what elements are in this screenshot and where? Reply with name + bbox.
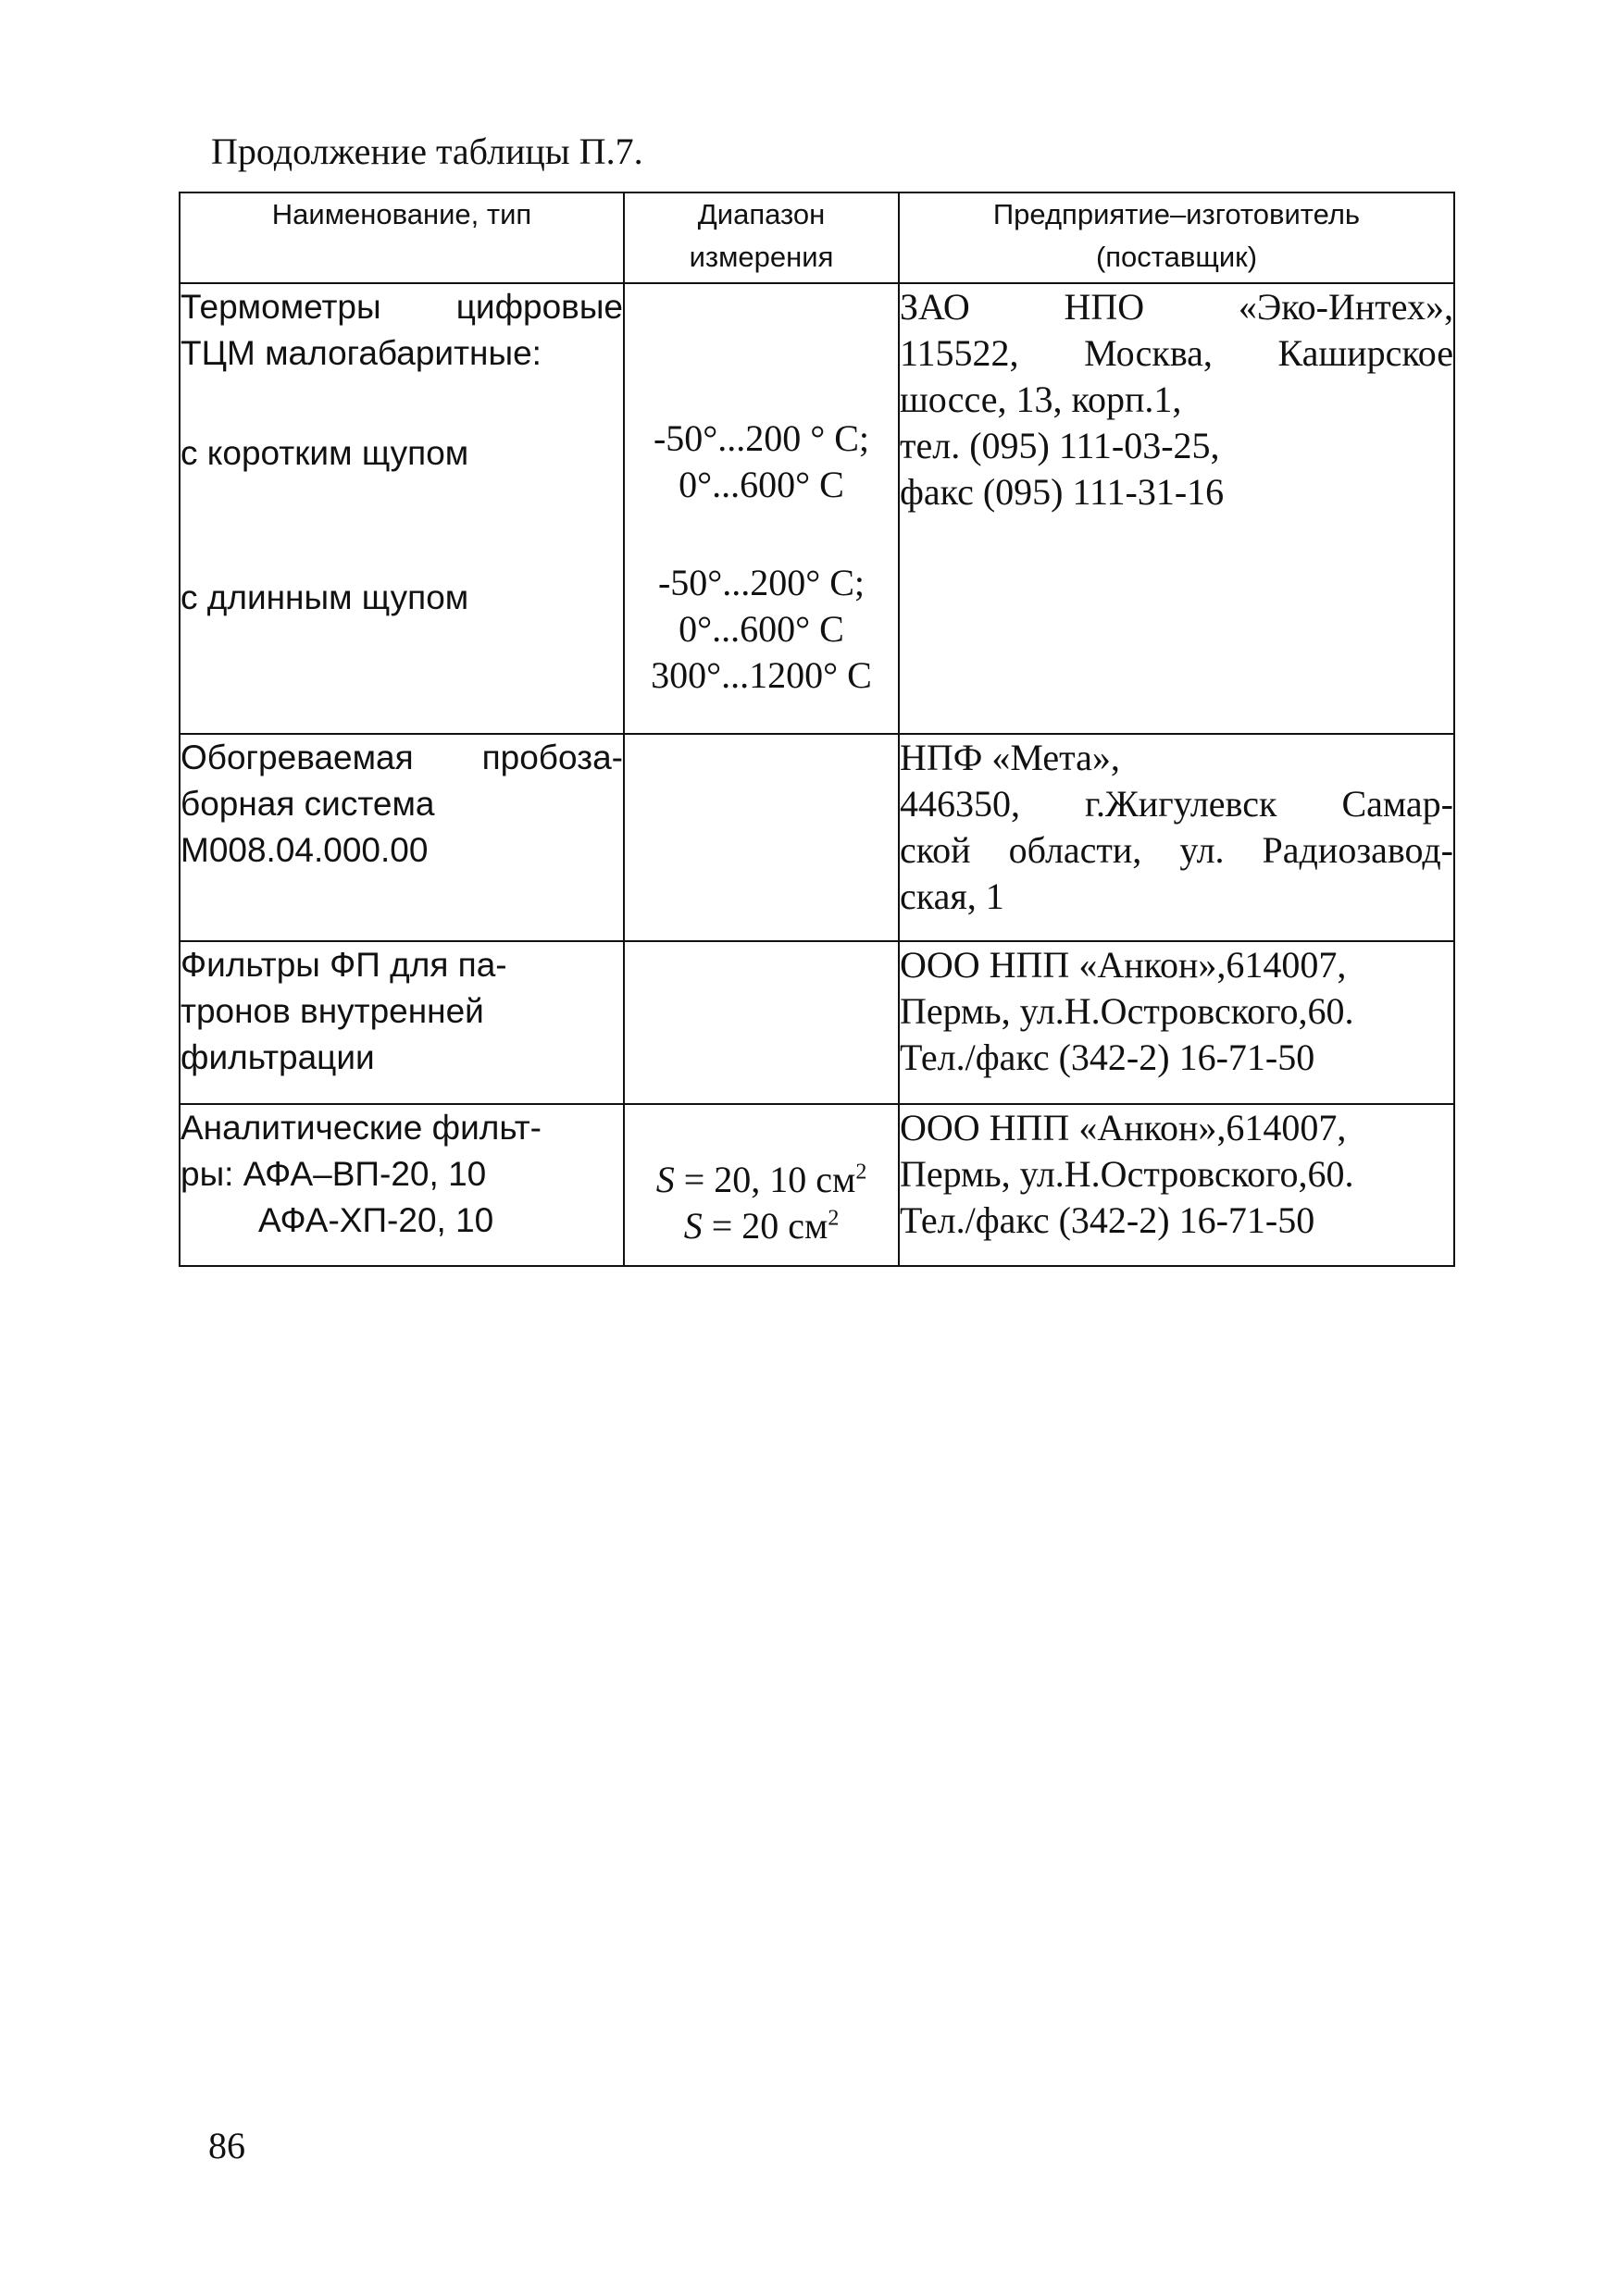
header-range-line: Диапазон <box>697 198 826 230</box>
manufacturer-line: ЗАО НПО «Эко-Интех», <box>900 286 1453 328</box>
table-row <box>180 941 1454 1104</box>
row-name-line: Аналитические фильт- <box>181 1109 542 1147</box>
header-name-line: Наименование, тип <box>271 198 532 230</box>
range-line: 0°...600° C <box>679 464 844 505</box>
manufacturer-line: Пермь, ул.Н.Островского,60. <box>900 990 1354 1032</box>
row-name-line: Термометры цифровые <box>181 288 623 326</box>
row-subitem-long-probe: с длинным щупом <box>181 578 469 616</box>
row-manufacturer-cell <box>899 734 1454 941</box>
manufacturer-line: ской области, ул. Радиозавод- <box>900 829 1453 871</box>
manufacturer-line: тел. (095) 111-03-25, <box>900 425 1220 466</box>
row-range-cell <box>624 941 899 1104</box>
row-name-line: М008.04.000.00 <box>181 831 429 869</box>
row-range-cell <box>624 1104 899 1266</box>
row-manufacturer-cell <box>899 1104 1454 1266</box>
row-name-line: фильтрации <box>181 1038 375 1076</box>
table-caption: Продолжение таблицы П.7. <box>211 130 643 172</box>
manufacturer-line: ООО НПП «Анкон»,614007, <box>900 944 1347 986</box>
area-range-line <box>625 1203 898 1249</box>
row-name-line: АФА-ХП-20, 10 <box>258 1201 494 1239</box>
row-name-cell <box>180 1104 624 1266</box>
row-manufacturer-cell <box>899 283 1454 734</box>
table-header-row <box>180 192 1454 283</box>
table-row <box>180 734 1454 941</box>
table-row <box>180 283 1454 734</box>
manufacturer-line: ООО НПП «Анкон»,614007, <box>900 1107 1347 1148</box>
page-number: 86 <box>208 2125 245 2166</box>
row-name-line: ры: АФА–ВП-20, 10 <box>181 1155 487 1193</box>
range-line: -50°...200° C; <box>657 562 866 603</box>
area-range-line <box>625 1157 898 1203</box>
area-variable: S <box>683 1205 703 1247</box>
area-exponent: 2 <box>855 1160 867 1185</box>
row-name-line: ТЦМ малогабаритные: <box>181 334 542 372</box>
manufacturer-line: ская, 1 <box>900 875 1004 917</box>
row-name-cell <box>180 941 624 1104</box>
area-variable: S <box>655 1159 675 1200</box>
row-name-line: Обогреваемая пробоза- <box>181 738 623 776</box>
row-subitem-short-probe: с коротким щупом <box>181 434 469 472</box>
header-manufacturer <box>899 192 1454 283</box>
manufacturer-line: факс (095) 111-31-16 <box>900 471 1225 513</box>
header-name <box>180 192 624 283</box>
row-range-cell <box>624 283 899 734</box>
row-manufacturer-cell <box>899 941 1454 1104</box>
manufacturer-line: Тел./факс (342-2) 16-71-50 <box>900 1036 1315 1078</box>
manufacturer-line: НПФ «Мета», <box>900 737 1120 778</box>
manufacturer-line: 446350, г.Жигулевск Самар- <box>900 783 1453 825</box>
range-line: 300°...1200° C <box>651 654 872 696</box>
row-name-line: тронов внутренней <box>181 992 484 1030</box>
manufacturer-line: Тел./факс (342-2) 16-71-50 <box>900 1199 1315 1241</box>
range-line: -50°...200 ° C; <box>653 417 870 459</box>
manufacturer-line: шоссе, 13, корп.1, <box>900 379 1182 420</box>
row-name-line: Фильтры ФП для па- <box>181 946 507 984</box>
manufacturer-line: 115522, Москва, Каширское <box>900 332 1453 374</box>
row-name-cell <box>180 734 624 941</box>
table-row <box>180 1104 1454 1266</box>
header-range <box>624 192 899 283</box>
row-name-line: борная система <box>181 785 435 823</box>
area-value: = 20 см <box>702 1205 828 1247</box>
range-line: 0°...600° C <box>679 608 844 650</box>
area-exponent: 2 <box>828 1206 840 1231</box>
header-manufacturer-line: (поставщик) <box>1095 241 1258 273</box>
area-value: = 20, 10 см <box>674 1159 856 1200</box>
header-manufacturer-line: Предприятие–изготовитель <box>992 198 1361 230</box>
row-range-cell <box>624 734 899 941</box>
instruments-table <box>179 192 1455 1267</box>
manufacturer-line: Пермь, ул.Н.Островского,60. <box>900 1153 1354 1195</box>
header-range-line: измерения <box>689 241 834 273</box>
row-name-cell <box>180 283 624 734</box>
